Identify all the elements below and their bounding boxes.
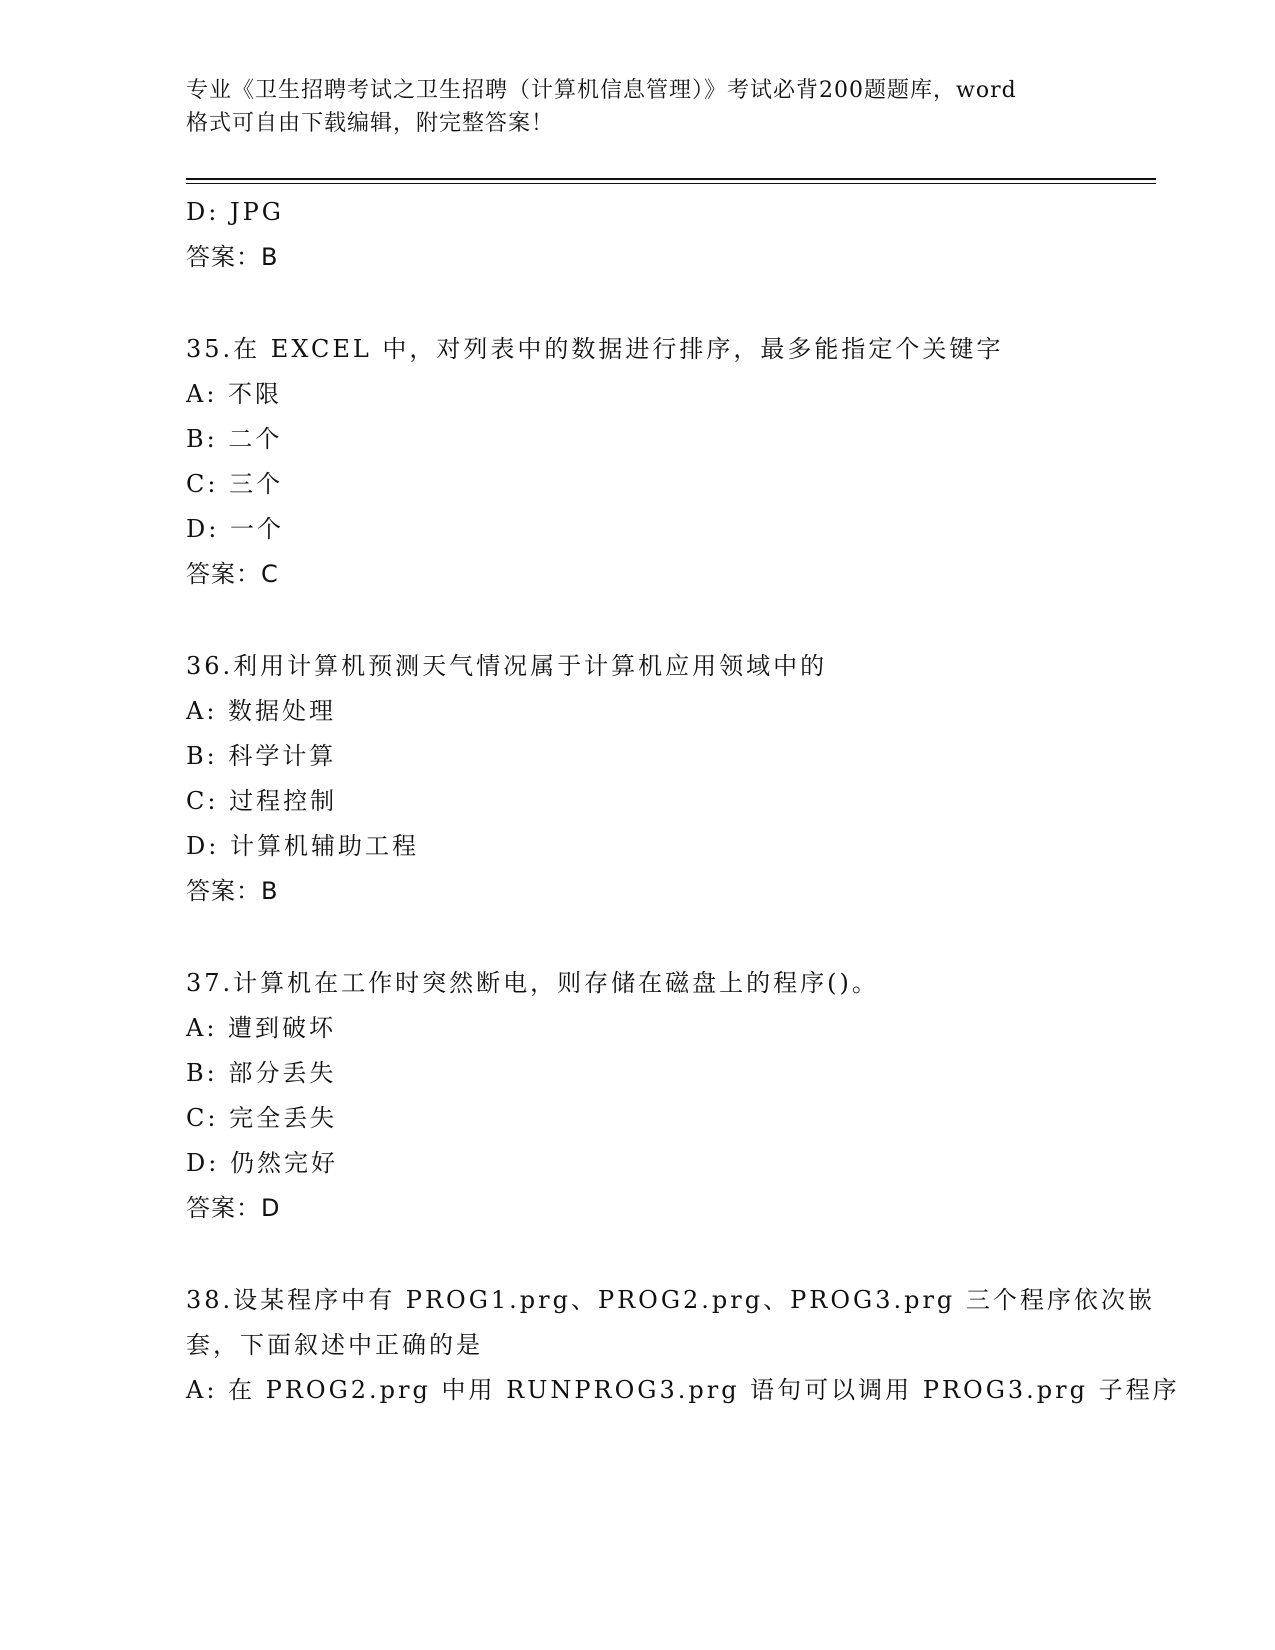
header-divider [186,178,1156,184]
answer-label: 答案：B [186,877,279,905]
question-stem: 35.在 EXCEL 中，对列表中的数据进行排序，最多能指定个关键字 [186,335,1004,363]
option-a: A: 不限 [186,380,283,408]
option-d: D: 一个 [186,515,284,543]
question-stem-line2: 套，下面叙述中正确的是 [186,1331,483,1359]
document-page [186,74,1180,1413]
question-37 [186,961,1156,1231]
option-c: C: 完全丢失 [186,1104,338,1132]
answer-label: 答案：B [186,243,279,271]
option-d: D: JPG [186,198,284,226]
header-title-line1: 专业《卫生招聘考试之卫生招聘（计算机信息管理）》考试必背200题题库，word [186,78,1017,103]
spacer [186,280,1156,327]
option-c: C: 三个 [186,470,284,498]
option-d: D: 计算机辅助工程 [186,832,419,860]
spacer [186,597,1156,644]
option-b: B: 科学计算 [186,742,337,770]
question-35 [186,327,1156,597]
question-36 [186,644,1156,914]
option-d: D: 仍然完好 [186,1149,338,1177]
prev-question-tail [186,190,1156,280]
answer-label: 答案：C [186,560,279,588]
option-a: A: 数据处理 [186,697,337,725]
question-stem-line1: 38.设某程序中有 PROG1.prg、PROG2.prg、PROG3.prg 三个程序依次嵌 [186,1286,1155,1314]
document-header [186,74,1156,140]
question-38 [186,1278,1180,1413]
question-stem: 37.计算机在工作时突然断电，则存储在磁盘上的程序()。 [186,969,879,997]
option-c: C: 过程控制 [186,787,338,815]
spacer [186,1231,1156,1278]
option-a: A: 在 PROG2.prg 中用 RUNPROG3.prg 语句可以调用 PROG3.prg 子程序 [186,1376,1180,1404]
spacer [186,914,1156,961]
option-b: B: 二个 [186,425,283,453]
option-b: B: 部分丢失 [186,1059,337,1087]
question-stem: 36.利用计算机预测天气情况属于计算机应用领域中的 [186,652,828,680]
answer-label: 答案：D [186,1194,281,1222]
option-a: A: 遭到破坏 [186,1014,337,1042]
header-title-line2: 格式可自由下载编辑，附完整答案！ [186,111,555,136]
